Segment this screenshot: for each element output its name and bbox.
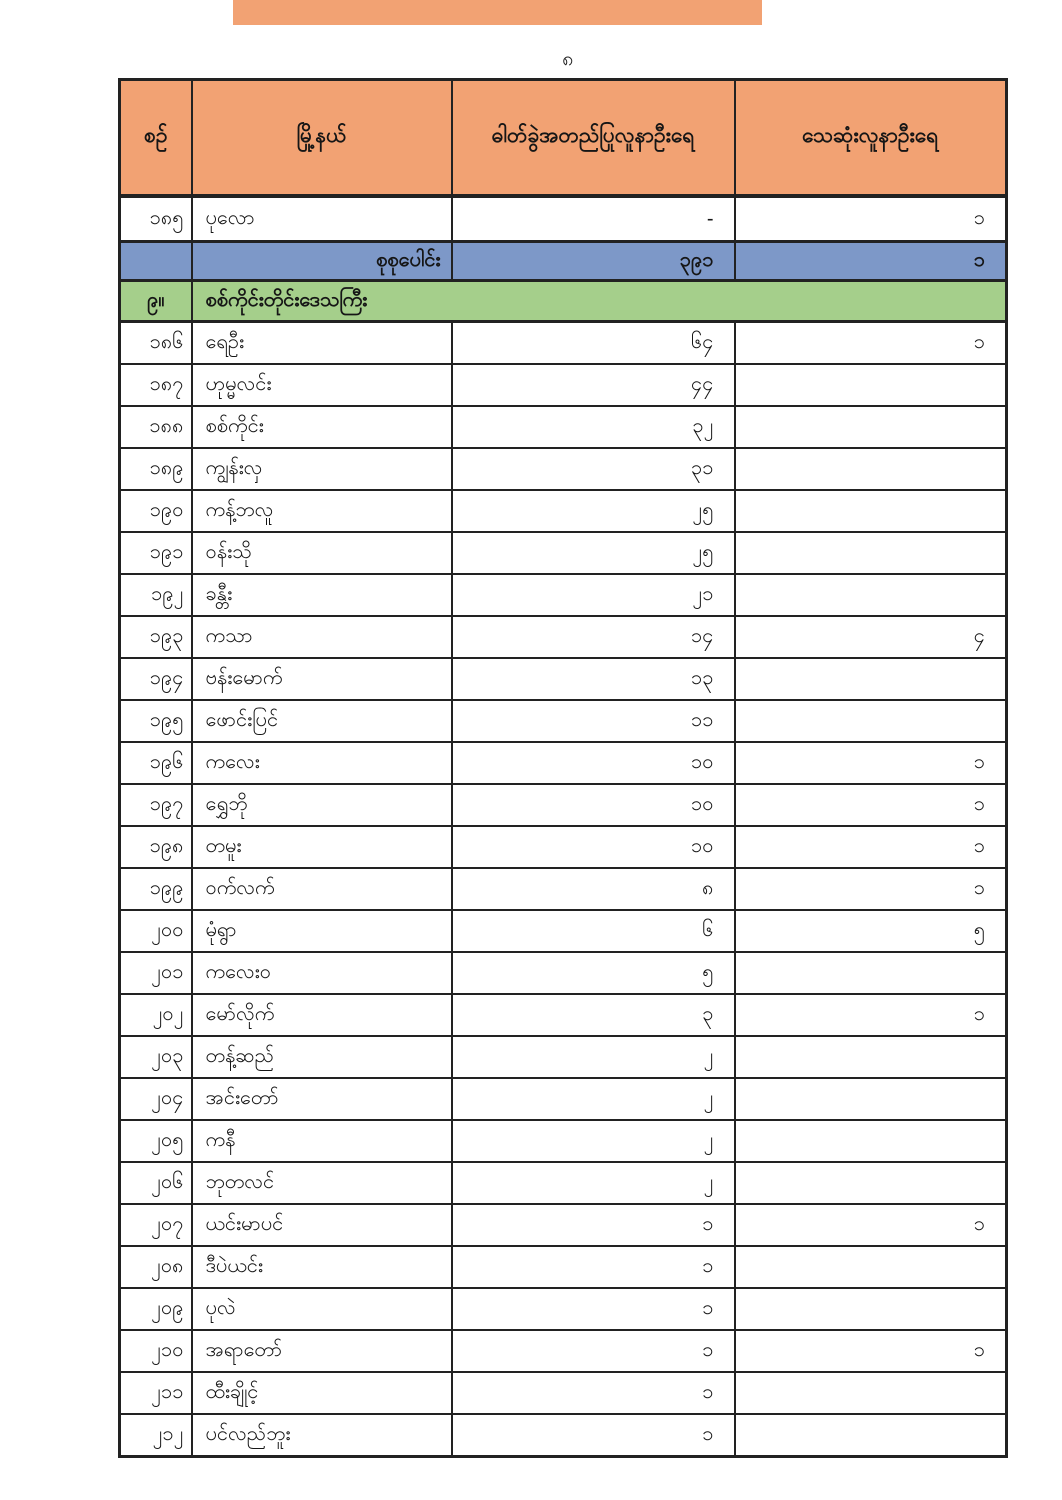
deaths-cell: ၁ (735, 1330, 1007, 1372)
total-confirmed-value: ၃၉၁ (452, 242, 735, 281)
serial-cell: ၁၉၁ (120, 532, 192, 574)
confirmed-cell: ၂ (452, 1120, 735, 1162)
table-row (120, 1414, 1007, 1457)
deaths-cell (735, 1246, 1007, 1288)
deaths-cell (735, 1372, 1007, 1414)
serial-cell: ၂၁၁ (120, 1372, 192, 1414)
confirmed-cell: ၁ (452, 1288, 735, 1330)
table-row (120, 574, 1007, 616)
township-cell: ကလေး (192, 742, 452, 784)
township-cell: ကသာ (192, 616, 452, 658)
serial-cell: ၁၈၉ (120, 448, 192, 490)
table-row (120, 994, 1007, 1036)
confirmed-cell: ၃ (452, 994, 735, 1036)
township-cell: ပုလဲ (192, 1288, 452, 1330)
section-row (120, 281, 1007, 322)
confirmed-cell: ၄၄ (452, 364, 735, 406)
township-cell: ဟုမ္မလင်း (192, 364, 452, 406)
table-row (120, 1204, 1007, 1246)
deaths-cell: ၁ (735, 322, 1007, 365)
total-row (120, 242, 1007, 281)
deaths-cell (735, 406, 1007, 448)
table-row (120, 1120, 1007, 1162)
deaths-cell: ၄ (735, 616, 1007, 658)
confirmed-cell: ၂ (452, 1162, 735, 1204)
township-cell: ကန့်ဘလူ (192, 490, 452, 532)
total-deaths-value: ၁ (735, 242, 1007, 281)
serial-cell: ၂၀၃ (120, 1036, 192, 1078)
serial-cell: ၁၉၉ (120, 868, 192, 910)
confirmed-cell: ၆ (452, 910, 735, 952)
deaths-cell: ၁ (735, 994, 1007, 1036)
deaths-cell: ၁ (735, 196, 1007, 242)
township-cell: မော်လိုက် (192, 994, 452, 1036)
township-cell: ဝက်လက် (192, 868, 452, 910)
section-number: ၉။ (120, 281, 192, 322)
deaths-cell (735, 1288, 1007, 1330)
table-row (120, 910, 1007, 952)
deaths-cell (735, 448, 1007, 490)
deaths-cell: ၁ (735, 868, 1007, 910)
confirmed-cell: ၂၁ (452, 574, 735, 616)
deaths-cell (735, 364, 1007, 406)
table-row (120, 196, 1007, 242)
table-row (120, 364, 1007, 406)
table-row (120, 826, 1007, 868)
table-row (120, 658, 1007, 700)
table-row (120, 1330, 1007, 1372)
serial-cell: ၁၉၆ (120, 742, 192, 784)
deaths-cell (735, 574, 1007, 616)
township-cell: ထီးချိုင့် (192, 1372, 452, 1414)
serial-cell: ၁၈၈ (120, 406, 192, 448)
confirmed-cell: ၁ (452, 1372, 735, 1414)
patients-table (118, 78, 1008, 1458)
confirmed-cell: ၆၄ (452, 322, 735, 365)
township-cell: တန့်ဆည် (192, 1036, 452, 1078)
deaths-cell (735, 1162, 1007, 1204)
township-cell: စစ်ကိုင်း (192, 406, 452, 448)
confirmed-cell: ၁၀ (452, 784, 735, 826)
table-row (120, 952, 1007, 994)
confirmed-cell: ၁ (452, 1330, 735, 1372)
serial-cell: ၂၀၅ (120, 1120, 192, 1162)
township-cell: ဒီပဲယင်း (192, 1246, 452, 1288)
serial-cell: ၂၀၆ (120, 1162, 192, 1204)
table-row (120, 1078, 1007, 1120)
section-title: စစ်ကိုင်းတိုင်းဒေသကြီး (192, 281, 1007, 322)
township-cell: မုံရွာ (192, 910, 452, 952)
col-header-deaths: သေဆုံးလူနာဦးရေ (735, 80, 1007, 197)
confirmed-cell: ၂၅ (452, 490, 735, 532)
confirmed-cell: ၁၁ (452, 700, 735, 742)
confirmed-cell: ၁၀ (452, 826, 735, 868)
header-row (120, 80, 1007, 197)
serial-cell: ၁၉၅ (120, 700, 192, 742)
serial-cell: ၁၉၀ (120, 490, 192, 532)
page-number: ၈ (562, 48, 574, 70)
table-row (120, 868, 1007, 910)
township-cell: အရာတော် (192, 1330, 452, 1372)
deaths-cell (735, 490, 1007, 532)
confirmed-cell: ၈ (452, 868, 735, 910)
table-row (120, 616, 1007, 658)
table-row (120, 784, 1007, 826)
serial-cell: ၁၉၄ (120, 658, 192, 700)
serial-cell: ၂၁၂ (120, 1414, 192, 1457)
serial-cell: ၂၀၇ (120, 1204, 192, 1246)
serial-cell: ၂၀၄ (120, 1078, 192, 1120)
serial-cell: ၂၀၁ (120, 952, 192, 994)
serial-cell: ၁၉၃ (120, 616, 192, 658)
table-row (120, 532, 1007, 574)
table-row (120, 448, 1007, 490)
confirmed-cell: - (452, 196, 735, 242)
deaths-cell: ၁ (735, 742, 1007, 784)
table-row (120, 490, 1007, 532)
serial-cell: ၂၀၉ (120, 1288, 192, 1330)
township-cell: အင်းတော် (192, 1078, 452, 1120)
table-row (120, 1372, 1007, 1414)
township-cell: ဖောင်းပြင် (192, 700, 452, 742)
township-cell: ပင်လည်ဘူး (192, 1414, 452, 1457)
confirmed-cell: ၁ (452, 1246, 735, 1288)
confirmed-cell: ၂၅ (452, 532, 735, 574)
serial-cell: ၁၉၈ (120, 826, 192, 868)
deaths-cell: ၁ (735, 784, 1007, 826)
township-cell: ကနီ (192, 1120, 452, 1162)
table-header (120, 80, 1007, 197)
township-cell: ပုလော (192, 196, 452, 242)
serial-cell: ၁၉၇ (120, 784, 192, 826)
col-header-township: မြို့နယ် (192, 80, 452, 197)
township-cell: ရေဦး (192, 322, 452, 365)
total-label: စုစုပေါင်း (192, 242, 452, 281)
table-row (120, 322, 1007, 365)
deaths-cell (735, 658, 1007, 700)
confirmed-cell: ၁၀ (452, 742, 735, 784)
deaths-cell: ၁ (735, 1204, 1007, 1246)
serial-cell: ၂၀၂ (120, 994, 192, 1036)
serial-cell: ၁၈၅ (120, 196, 192, 242)
township-cell: ကလေးဝ (192, 952, 452, 994)
serial-cell: ၂၁၀ (120, 1330, 192, 1372)
table-row (120, 1246, 1007, 1288)
deaths-cell (735, 952, 1007, 994)
township-cell: ယင်းမာပင် (192, 1204, 452, 1246)
deaths-cell (735, 532, 1007, 574)
confirmed-cell: ၃၂ (452, 406, 735, 448)
col-header-serial: စဉ် (120, 80, 192, 197)
serial-cell: ၂၀၈ (120, 1246, 192, 1288)
confirmed-cell: ၂ (452, 1078, 735, 1120)
table-body (120, 196, 1007, 1457)
confirmed-cell: ၃၁ (452, 448, 735, 490)
deaths-cell (735, 1414, 1007, 1457)
serial-cell: ၁၈၆ (120, 322, 192, 365)
township-cell: ခန္တီး (192, 574, 452, 616)
table-row (120, 700, 1007, 742)
deaths-cell: ၁ (735, 826, 1007, 868)
deaths-cell (735, 700, 1007, 742)
confirmed-cell: ၅ (452, 952, 735, 994)
township-cell: ကျွန်းလှ (192, 448, 452, 490)
top-orange-strip (233, 0, 762, 25)
table-row (120, 742, 1007, 784)
township-cell: ဝန်းသို (192, 532, 452, 574)
total-serial-cell (120, 242, 192, 281)
confirmed-cell: ၁၄ (452, 616, 735, 658)
deaths-cell: ၅ (735, 910, 1007, 952)
confirmed-cell: ၁၃ (452, 658, 735, 700)
township-cell: ဘုတလင် (192, 1162, 452, 1204)
confirmed-cell: ၂ (452, 1036, 735, 1078)
confirmed-cell: ၁ (452, 1204, 735, 1246)
table-row (120, 1162, 1007, 1204)
township-cell: တမူး (192, 826, 452, 868)
township-cell: ဗန်းမောက် (192, 658, 452, 700)
deaths-cell (735, 1120, 1007, 1162)
table-row (120, 406, 1007, 448)
table-row (120, 1036, 1007, 1078)
serial-cell: ၂၀၀ (120, 910, 192, 952)
deaths-cell (735, 1078, 1007, 1120)
serial-cell: ၁၈၇ (120, 364, 192, 406)
deaths-cell (735, 1036, 1007, 1078)
confirmed-cell: ၁ (452, 1414, 735, 1457)
serial-cell: ၁၉၂ (120, 574, 192, 616)
table-row (120, 1288, 1007, 1330)
col-header-confirmed: ဓါတ်ခွဲအတည်ပြုလူနာဦးရေ (452, 80, 735, 197)
township-cell: ရွှေဘို (192, 784, 452, 826)
